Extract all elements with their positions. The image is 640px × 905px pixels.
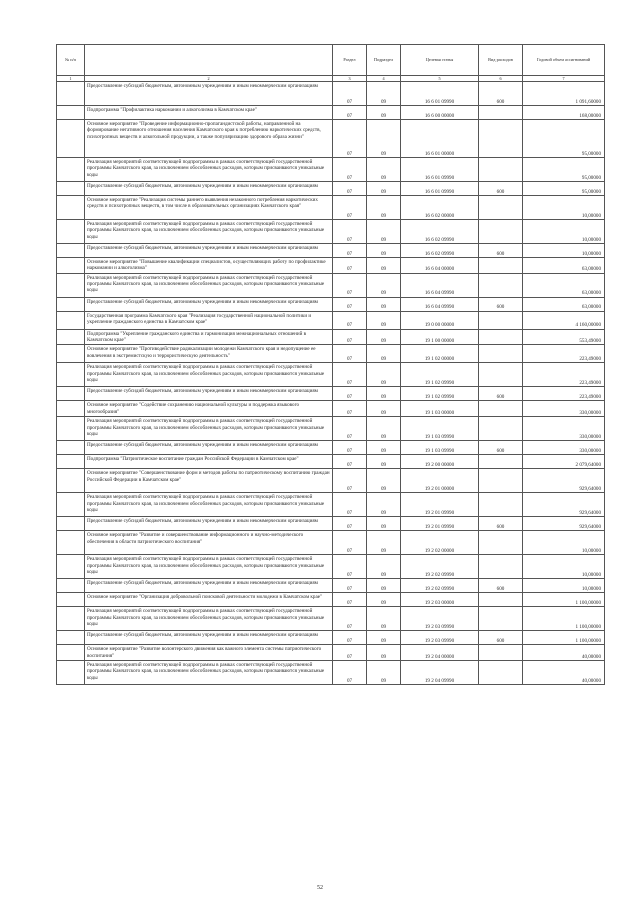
cell-name: Предоставление субсидий бюджетным, автономным учреждениям и иным некоммерческим организациям [85,579,333,593]
table-row [57,82,605,106]
cell-target: 19 2 01 09990 [401,517,479,531]
cell-num [57,417,85,441]
cell-name: Предоставление субсидий бюджетным, автономным учреждениям и иным некоммерческим организациям [85,297,333,311]
cell-amount: 10,00000 [523,531,605,555]
table-row [57,106,605,120]
cell-name: Реализация мероприятий соответствующей подпрограммы в рамках соответствующей государственной программы Камчатского края, за исключением обособленных расходов, которым присваиваются уникальные коды [85,493,333,517]
cell-subsection: 09 [367,579,401,593]
cell-section: 07 [333,297,367,311]
cell-section: 07 [333,196,367,220]
cell-amount: 95,00000 [523,182,605,196]
cell-expense [479,158,523,182]
table-row [57,455,605,469]
cell-num [57,441,85,455]
table-row [57,120,605,158]
table-row [57,244,605,258]
cell-name: Основное мероприятие "Противодействие радикализации молодежи Камчатского края и недопущение ее вовлечения в экстремистскую и террористическую деятельность" [85,345,333,363]
cell-target: 16 6 02 09990 [401,244,479,258]
cell-amount: 223,49000 [523,363,605,387]
cell-name: Основное мероприятие "Повышение квалификации специалистов, осуществляющих работу по профилактике наркомании и алкоголизма" [85,258,333,274]
cell-name: Основное мероприятие "Совершенствование форм и методов работы по патриотическому воспитанию граждан Российской Федерации в Камчатском крае" [85,469,333,493]
cell-subsection: 09 [367,311,401,329]
cell-name: Предоставление субсидий бюджетным, автономным учреждениям и иным некоммерческим организациям [85,441,333,455]
table-row [57,660,605,684]
cell-num [57,120,85,158]
cell-amount: 168,00000 [523,106,605,120]
column-number: 3 [333,76,367,82]
cell-expense [479,363,523,387]
cell-expense [479,120,523,158]
cell-num [57,469,85,493]
cell-num [57,106,85,120]
cell-section: 07 [333,158,367,182]
cell-target: 19 2 03 09990 [401,631,479,645]
cell-expense [479,273,523,297]
table-row [57,196,605,220]
cell-subsection: 09 [367,593,401,607]
cell-num [57,517,85,531]
cell-target: 19 2 01 09990 [401,493,479,517]
column-number: 4 [367,76,401,82]
cell-num [57,196,85,220]
cell-name: Предоставление субсидий бюджетным, автономным учреждениям и иным некоммерческим организациям [85,517,333,531]
column-number: 5 [401,76,479,82]
cell-target: 16 6 04 09990 [401,273,479,297]
table-row [57,387,605,401]
cell-num [57,182,85,196]
cell-num [57,258,85,274]
cell-section: 07 [333,244,367,258]
cell-expense: 600 [479,631,523,645]
cell-target: 19 2 00 00000 [401,455,479,469]
table-row [57,579,605,593]
cell-num [57,401,85,417]
cell-amount: 10,00000 [523,579,605,593]
cell-amount: 95,00000 [523,120,605,158]
cell-name: Основное мероприятие "Содействие сохранению национальной культуры и поддержка языкового многообразия" [85,401,333,417]
cell-amount: 10,00000 [523,555,605,579]
cell-amount: 330,00000 [523,401,605,417]
cell-subsection: 09 [367,401,401,417]
cell-target: 16 6 01 09990 [401,82,479,106]
cell-num [57,329,85,345]
cell-amount: 40,00000 [523,660,605,684]
cell-name: Реализация мероприятий соответствующей подпрограммы в рамках соответствующей государственной программы Камчатского края, за исключением обособленных расходов, которым присваиваются уникальные коды [85,273,333,297]
cell-target: 19 1 02 09990 [401,363,479,387]
table-row [57,182,605,196]
page-number: 52 [317,885,323,891]
cell-section: 07 [333,345,367,363]
cell-subsection: 09 [367,220,401,244]
cell-name: Реализация мероприятий соответствующей подпрограммы в рамках соответствующей государственной программы Камчатского края, за исключением обособленных расходов, которым присваиваются уникальные коды [85,660,333,684]
cell-amount: 330,00000 [523,441,605,455]
cell-num [57,273,85,297]
cell-subsection: 09 [367,120,401,158]
cell-target: 19 1 03 00000 [401,401,479,417]
cell-subsection: 09 [367,258,401,274]
cell-expense [479,531,523,555]
cell-name: Предоставление субсидий бюджетным, автономным учреждениям и иным некоммерческим организациям [85,182,333,196]
cell-amount: 63,00000 [523,258,605,274]
cell-num [57,593,85,607]
table-row [57,311,605,329]
cell-name: Реализация мероприятий соответствующей подпрограммы в рамках соответствующей государственной программы Камчатского края, за исключением обособленных расходов, которым присваиваются уникальные коды [85,363,333,387]
cell-amount: 929,64000 [523,493,605,517]
cell-target: 19 2 04 00000 [401,645,479,661]
table-row [57,607,605,631]
table-row [57,493,605,517]
cell-amount: 330,00000 [523,417,605,441]
cell-target: 19 2 03 00000 [401,593,479,607]
cell-subsection: 09 [367,455,401,469]
table-row [57,645,605,661]
cell-amount: 63,00000 [523,297,605,311]
cell-expense: 600 [479,297,523,311]
table-row [57,345,605,363]
cell-num [57,660,85,684]
cell-name: Подпрограмма "Патриотическое воспитание граждан Российской Федерации в Камчатском крае" [85,455,333,469]
cell-section: 07 [333,258,367,274]
column-number: 6 [479,76,523,82]
cell-expense [479,329,523,345]
cell-amount: 223,49000 [523,387,605,401]
table-row [57,417,605,441]
cell-num [57,220,85,244]
cell-amount: 95,00000 [523,158,605,182]
cell-name: Предоставление субсидий бюджетным, автономным учреждениям и иным некоммерческим организациям [85,244,333,258]
cell-subsection: 09 [367,345,401,363]
cell-expense: 600 [479,579,523,593]
cell-section: 07 [333,120,367,158]
cell-subsection: 09 [367,631,401,645]
cell-section: 07 [333,455,367,469]
cell-expense: 600 [479,244,523,258]
cell-section: 07 [333,593,367,607]
cell-target: 19 2 03 09990 [401,607,479,631]
cell-expense [479,493,523,517]
cell-subsection: 09 [367,493,401,517]
cell-num [57,345,85,363]
cell-expense: 600 [479,387,523,401]
cell-subsection: 09 [367,196,401,220]
table-row [57,220,605,244]
cell-num [57,311,85,329]
header-amount: Годовой объем ассигнований [523,45,605,76]
cell-expense [479,106,523,120]
cell-expense [479,311,523,329]
cell-num [57,493,85,517]
cell-amount: 1 091,60000 [523,82,605,106]
table-body [57,82,605,685]
cell-num [57,607,85,631]
cell-subsection: 09 [367,387,401,401]
cell-name: Основное мероприятие "Проведение информационно-пропагандистской работы, направленной на формирование негативного отношения населения Камчатского края к потреблению наркотических средств, психотропных веществ и алкогольной продукции, а также популяризацию здорового образа жизни" [85,120,333,158]
cell-target: 16 6 00 00000 [401,106,479,120]
cell-name: Реализация мероприятий соответствующей подпрограммы в рамках соответствующей государственной программы Камчатского края, за исключением обособленных расходов, которым присваиваются уникальные коды [85,220,333,244]
cell-num [57,579,85,593]
cell-name: Предоставление субсидий бюджетным, автономным учреждениям и иным некоммерческим организациям [85,387,333,401]
cell-name: Предоставление субсидий бюджетным, автономным учреждениям и иным некоммерческим организациям [85,631,333,645]
cell-num [57,455,85,469]
cell-num [57,297,85,311]
cell-section: 07 [333,517,367,531]
cell-amount: 1 100,00000 [523,631,605,645]
cell-amount: 2 079,64000 [523,455,605,469]
cell-section: 07 [333,531,367,555]
cell-num [57,631,85,645]
cell-target: 16 6 04 09990 [401,297,479,311]
table-row [57,441,605,455]
cell-section: 07 [333,555,367,579]
cell-expense [479,220,523,244]
table-row [57,469,605,493]
header-name [85,45,333,76]
cell-num [57,244,85,258]
cell-section: 07 [333,387,367,401]
cell-subsection: 09 [367,158,401,182]
cell-expense [479,455,523,469]
cell-amount: 223,49000 [523,345,605,363]
cell-expense [479,593,523,607]
cell-expense: 600 [479,182,523,196]
cell-subsection: 09 [367,82,401,106]
cell-name: Реализация мероприятий соответствующей подпрограммы в рамках соответствующей государственной программы Камчатского края, за исключением обособленных расходов, которым присваиваются уникальные коды [85,555,333,579]
cell-amount: 929,64000 [523,469,605,493]
cell-expense [479,196,523,220]
cell-section: 07 [333,311,367,329]
cell-name: Реализация мероприятий соответствующей подпрограммы в рамках соответствующей государственной программы Камчатского края, за исключением обособленных расходов, которым присваиваются уникальные коды [85,607,333,631]
cell-section: 07 [333,273,367,297]
cell-subsection: 09 [367,517,401,531]
cell-target: 16 6 04 00000 [401,258,479,274]
cell-expense [479,645,523,661]
cell-subsection: 09 [367,106,401,120]
cell-expense [479,660,523,684]
cell-subsection: 09 [367,441,401,455]
table-row [57,329,605,345]
cell-section: 07 [333,106,367,120]
budget-table-sheet [56,44,604,685]
cell-subsection: 09 [367,607,401,631]
cell-expense [479,555,523,579]
cell-num [57,531,85,555]
cell-target: 16 6 01 09990 [401,158,479,182]
cell-section: 07 [333,82,367,106]
cell-section: 07 [333,645,367,661]
cell-section: 07 [333,441,367,455]
cell-expense [479,417,523,441]
column-number: 2 [85,76,333,82]
cell-target: 19 1 00 00000 [401,329,479,345]
cell-target: 19 1 03 09990 [401,441,479,455]
header-target: Целевая статья [401,45,479,76]
cell-target: 19 2 01 00000 [401,469,479,493]
cell-name: Основное мероприятие "Реализация системы раннего выявления незаконного потребления наркотических средств и психотропных веществ, в том числе в образовательных организациях Камчатского края" [85,196,333,220]
cell-name: Реализация мероприятий соответствующей подпрограммы в рамках соответствующей государственной программы Камчатского края, за исключением обособленных расходов, которым присваиваются уникальные коды [85,417,333,441]
table-row [57,401,605,417]
cell-name: Основное мероприятие "Развитие и совершенствование информационного и научно-методического обеспечения в области патриотического воспитания" [85,531,333,555]
cell-subsection: 09 [367,660,401,684]
cell-section: 07 [333,469,367,493]
cell-subsection: 09 [367,531,401,555]
header-num: № п/п [57,45,85,76]
table-row [57,517,605,531]
cell-subsection: 09 [367,182,401,196]
cell-amount: 10,00000 [523,220,605,244]
budget-table [56,44,605,685]
cell-subsection: 09 [367,417,401,441]
cell-target: 16 6 02 09990 [401,220,479,244]
cell-section: 07 [333,363,367,387]
cell-expense [479,469,523,493]
cell-target: 19 2 02 09990 [401,579,479,593]
cell-amount: 63,00000 [523,273,605,297]
table-row [57,631,605,645]
cell-expense [479,607,523,631]
cell-name: Основное мероприятие "Развитие волонтерского движения как важного элемента системы патриотического воспитания" [85,645,333,661]
table-row [57,158,605,182]
cell-subsection: 09 [367,363,401,387]
cell-expense: 600 [479,517,523,531]
cell-subsection: 09 [367,297,401,311]
cell-expense: 600 [479,441,523,455]
cell-expense [479,345,523,363]
cell-name: Реализация мероприятий соответствующей подпрограммы в рамках соответствующей государственной программы Камчатского края, за исключением обособленных расходов, которым присваиваются уникальные коды [85,158,333,182]
cell-subsection: 09 [367,469,401,493]
cell-section: 07 [333,493,367,517]
cell-num [57,555,85,579]
table-row [57,555,605,579]
cell-num [57,645,85,661]
cell-target: 16 6 02 00000 [401,196,479,220]
cell-expense [479,258,523,274]
cell-name: Предоставление субсидий бюджетным, автономным учреждениям и иным некоммерческим организациям [85,82,333,106]
table-row [57,593,605,607]
cell-section: 07 [333,660,367,684]
cell-target: 19 1 02 09990 [401,387,479,401]
column-number: 1 [57,76,85,82]
cell-num [57,387,85,401]
table-row [57,258,605,274]
cell-target: 19 2 04 09990 [401,660,479,684]
cell-num [57,363,85,387]
table-row [57,531,605,555]
cell-section: 07 [333,329,367,345]
cell-target: 19 0 00 00000 [401,311,479,329]
table-row [57,297,605,311]
cell-target: 19 1 03 09990 [401,417,479,441]
cell-num [57,158,85,182]
cell-expense [479,401,523,417]
cell-section: 07 [333,182,367,196]
header-subsection: Подраздел [367,45,401,76]
cell-name: Основное мероприятие "Организация добровольной поисковой деятельности молодежи в Камчатском крае" [85,593,333,607]
header-section: Раздел [333,45,367,76]
cell-target: 19 2 02 00000 [401,531,479,555]
column-number: 7 [523,76,605,82]
cell-section: 07 [333,579,367,593]
cell-target: 16 6 01 09990 [401,182,479,196]
header-expense: Вид расходов [479,45,523,76]
cell-name: Подпрограмма "Укрепление гражданского единства и гармонизация межнациональных отношений в Камчатском крае" [85,329,333,345]
cell-amount: 4 160,00000 [523,311,605,329]
cell-amount: 553,49000 [523,329,605,345]
cell-section: 07 [333,401,367,417]
cell-section: 07 [333,417,367,441]
table-row [57,363,605,387]
cell-section: 07 [333,220,367,244]
cell-name: Подпрограмма "Профилактика наркомании и алкоголизма в Камчатском крае" [85,106,333,120]
cell-subsection: 09 [367,645,401,661]
cell-section: 07 [333,607,367,631]
cell-expense: 600 [479,82,523,106]
cell-amount: 10,00000 [523,244,605,258]
cell-section: 07 [333,631,367,645]
cell-amount: 40,00000 [523,645,605,661]
cell-amount: 10,00000 [523,196,605,220]
cell-num [57,82,85,106]
cell-target: 19 2 02 09990 [401,555,479,579]
cell-subsection: 09 [367,244,401,258]
cell-amount: 1 100,00000 [523,607,605,631]
cell-amount: 1 100,00000 [523,593,605,607]
cell-subsection: 09 [367,329,401,345]
cell-name: Государственная программа Камчатского края "Реализация государственной национальной политики и укрепление гражданского единства в Камчатском крае" [85,311,333,329]
cell-target: 19 1 02 00000 [401,345,479,363]
cell-subsection: 09 [367,273,401,297]
table-header-row [57,45,605,76]
cell-subsection: 09 [367,555,401,579]
cell-target: 16 6 01 00000 [401,120,479,158]
cell-amount: 929,64000 [523,517,605,531]
table-row [57,273,605,297]
